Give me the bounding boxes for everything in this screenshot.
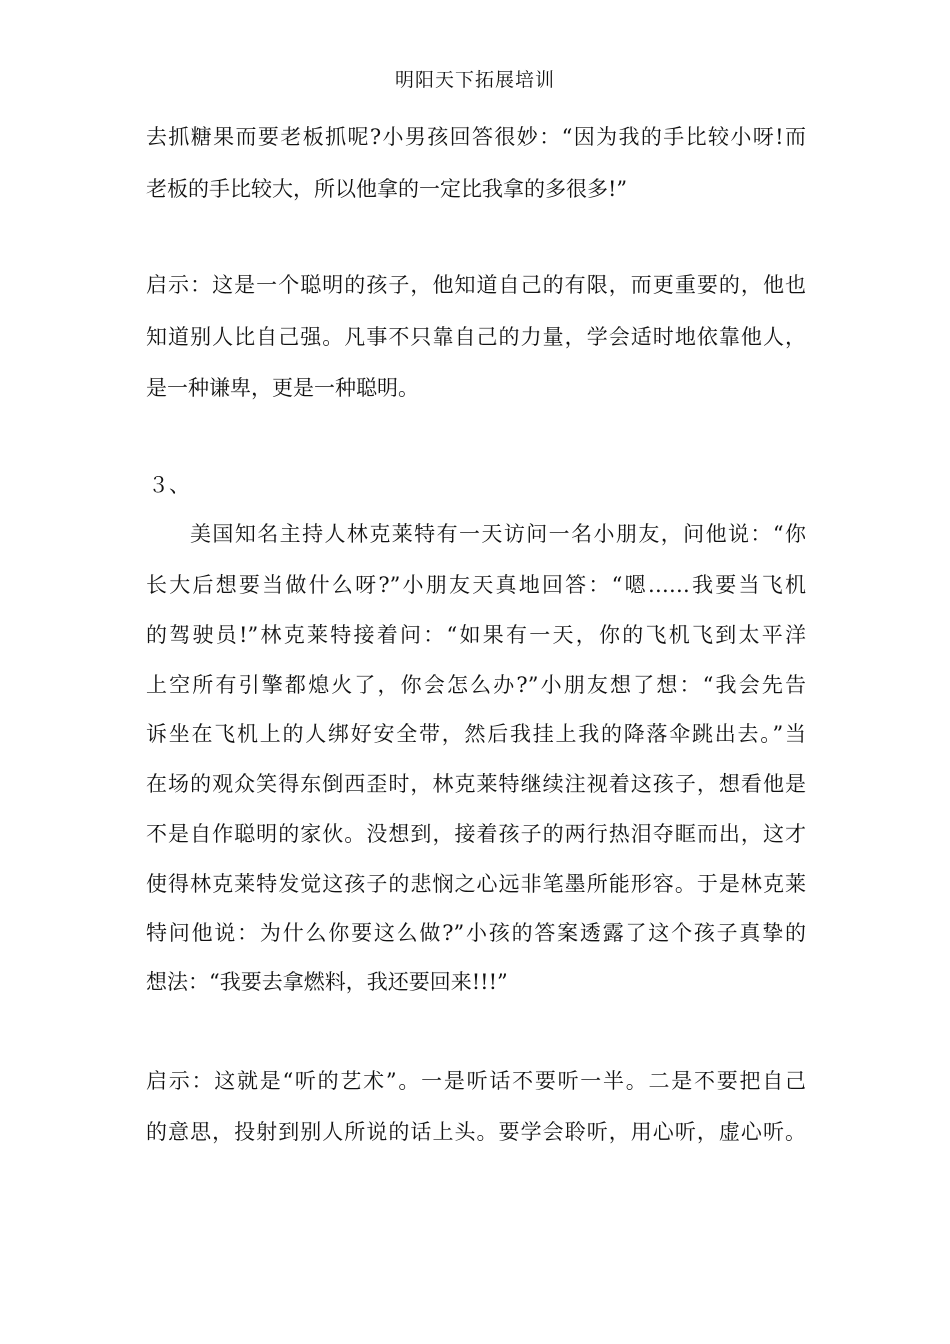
story-paragraph-line: 想法：“我要去拿燃料，我还要回来!!!” [146, 970, 508, 994]
story-paragraph-line: 美国知名主持人林克莱特有一天访问一名小朋友，问他说：“你 [190, 522, 806, 546]
story-paragraph-line: 去抓糖果而要老板抓呢?小男孩回答很妙：“因为我的手比较小呀!而 [146, 125, 806, 149]
story-paragraph-line: 使得林克莱特发觉这孩子的悲悯之心远非笔墨所能形容。于是林克莱 [146, 872, 806, 896]
story-paragraph-line: 的驾驶员!”林克莱特接着问：“如果有一天，你的飞机飞到太平洋 [146, 623, 806, 647]
moral-paragraph-line: 启示：这是一个聪明的孩子，他知道自己的有限，而更重要的，他也 [146, 273, 806, 297]
story-paragraph-line: 不是自作聪明的家伙。没想到，接着孩子的两行热泪夺眶而出，这才 [146, 822, 806, 846]
story-paragraph-line: 上空所有引擎都熄火了，你会怎么办?”小朋友想了想：“我会先告 [146, 673, 806, 697]
section-number: ３、 [148, 473, 190, 497]
moral-paragraph-line: 知道别人比自己强。凡事不只靠自己的力量，学会适时地依靠他人， [146, 325, 806, 349]
story-paragraph-line: 长大后想要当做什么呀?”小朋友天真地回答：“嗯……我要当飞机 [146, 573, 806, 597]
moral-paragraph-line: 是一种谦卑，更是一种聪明。 [146, 376, 419, 400]
story-paragraph-line: 老板的手比较大，所以他拿的一定比我拿的多很多!” [146, 177, 628, 201]
page-header-title: 明阳天下拓展培训 [394, 69, 555, 91]
story-paragraph-line: 在场的观众笑得东倒西歪时，林克莱特继续注视着这孩子，想看他是 [146, 772, 806, 796]
story-paragraph-line: 诉坐在飞机上的人绑好安全带，然后我挂上我的降落伞跳出去。”当 [146, 722, 806, 746]
moral-paragraph-line: 的意思，投射到别人所说的话上头。要学会聆听，用心听，虚心听。 [146, 1120, 806, 1144]
story-paragraph-line: 特问他说：为什么你要这么做?”小孩的答案透露了这个孩子真挚的 [146, 921, 806, 945]
moral-paragraph-line: 启示：这就是“听的艺术”。一是听话不要听一半。二是不要把自己 [146, 1069, 806, 1093]
